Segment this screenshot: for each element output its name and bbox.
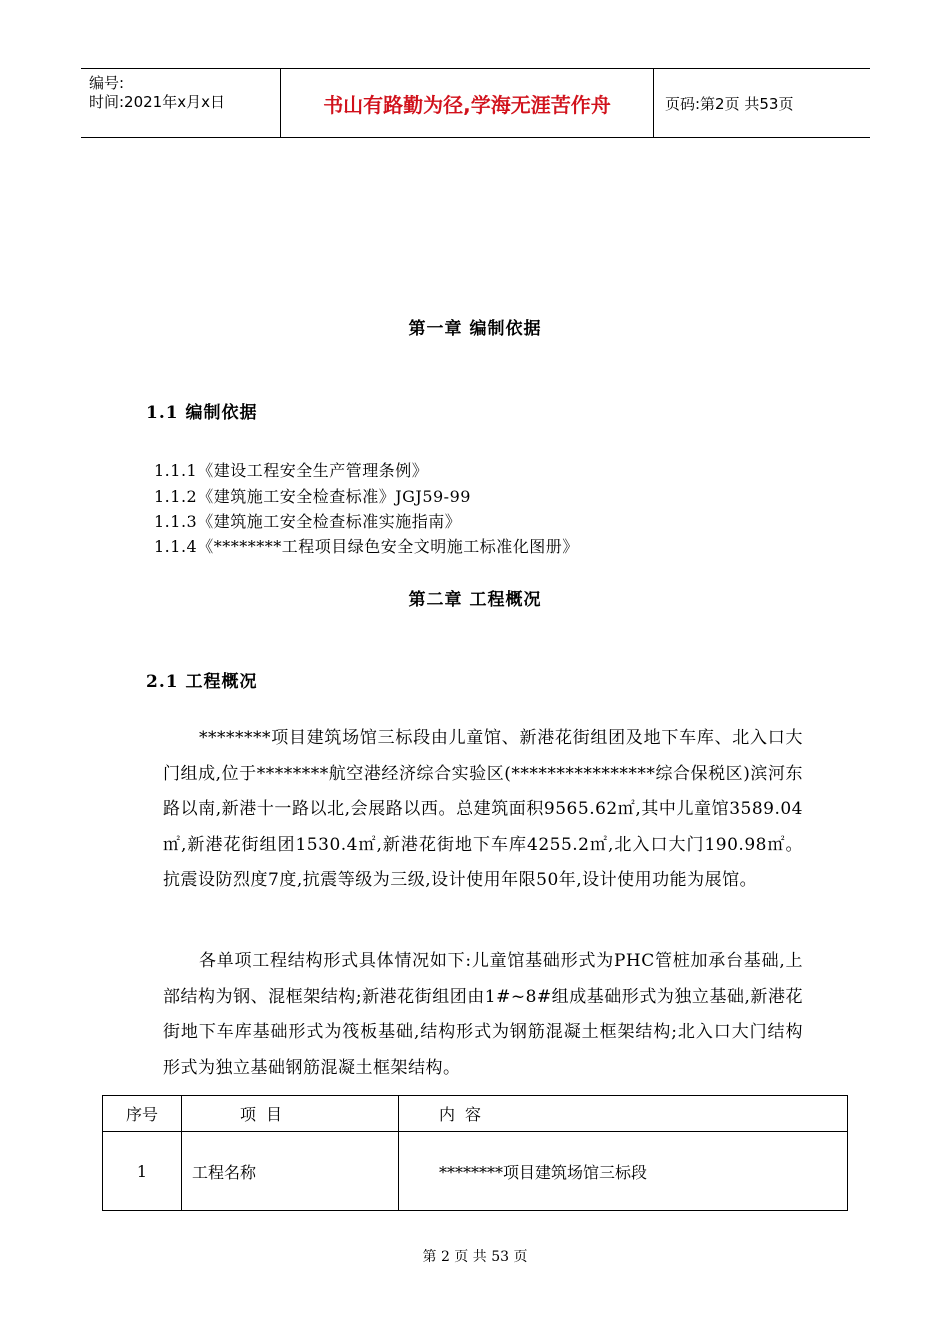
section-1-1-title: 1.1 编制依据 [146,403,258,423]
header-page-info: 页码:第2页 共53页 [665,94,794,113]
time-label: 时间:2021年x月x日 [89,93,225,111]
chapter-1-title: 第一章 编制依据 [408,319,542,339]
header-cell-content: 内容 [399,1096,848,1132]
structure-paragraph: 各单项工程结构形式具体情况如下:儿童馆基础形式为PHC管桩加承台基础,上部结构为钢、混框架结构;新港花街组团由1#~8#组成基础形式为独立基础,新港花街地下车库基础形式为筏板基础,结构形式为钢筋混凝土框架结构;北入口大门结构形式为独立基础钢筋混凝土框架结构。 [163,951,803,1078]
chapter-2-title: 第二章 工程概况 [408,590,542,610]
project-info-table [102,1095,848,1211]
header-meta [81,69,281,137]
reference-item: 1.1.4《********工程项目绿色安全文明施工标准化图册》 [154,537,579,556]
header-cell-item: 项目 [182,1096,399,1132]
reference-item: 1.1.2《建筑施工安全检查标准》JGJ59-99 [154,487,471,506]
cell-index: 1 [103,1132,182,1211]
number-label: 编号: [89,74,125,92]
table-header-row [103,1096,848,1132]
page-footer: 第 2 页 共 53 页 [422,1249,528,1265]
reference-item: 1.1.3《建筑施工安全检查标准实施指南》 [154,512,462,531]
motto: 书山有路勤为径,学海无涯苦作舟 [281,69,654,137]
overview-paragraph: ********项目建筑场馆三标段由儿童馆、新港花街组团及地下车库、北入口大门组成,位于********航空港经济综合实验区(****************综合保税区)滨河东路以南,新港十一路以北,会展路以西。总建筑面积9565.62㎡,其中儿童馆3589.04㎡,新港花街组团1530.4㎡,新港花街地下车库4255.2㎡,北入口大门190.98㎡。抗震设防烈度7度,抗震等级为三级,设计使用年限50年,设计使用功能为展馆。 [163,728,803,890]
cell-item: 工程名称 [182,1132,399,1211]
reference-item: 1.1.1《建设工程安全生产管理条例》 [154,461,429,480]
section-2-1-title: 2.1 工程概况 [146,672,258,692]
header-cell-index: 序号 [103,1096,182,1132]
page-header [81,68,870,138]
table-row [103,1132,848,1211]
cell-content: ********项目建筑场馆三标段 [399,1132,848,1211]
